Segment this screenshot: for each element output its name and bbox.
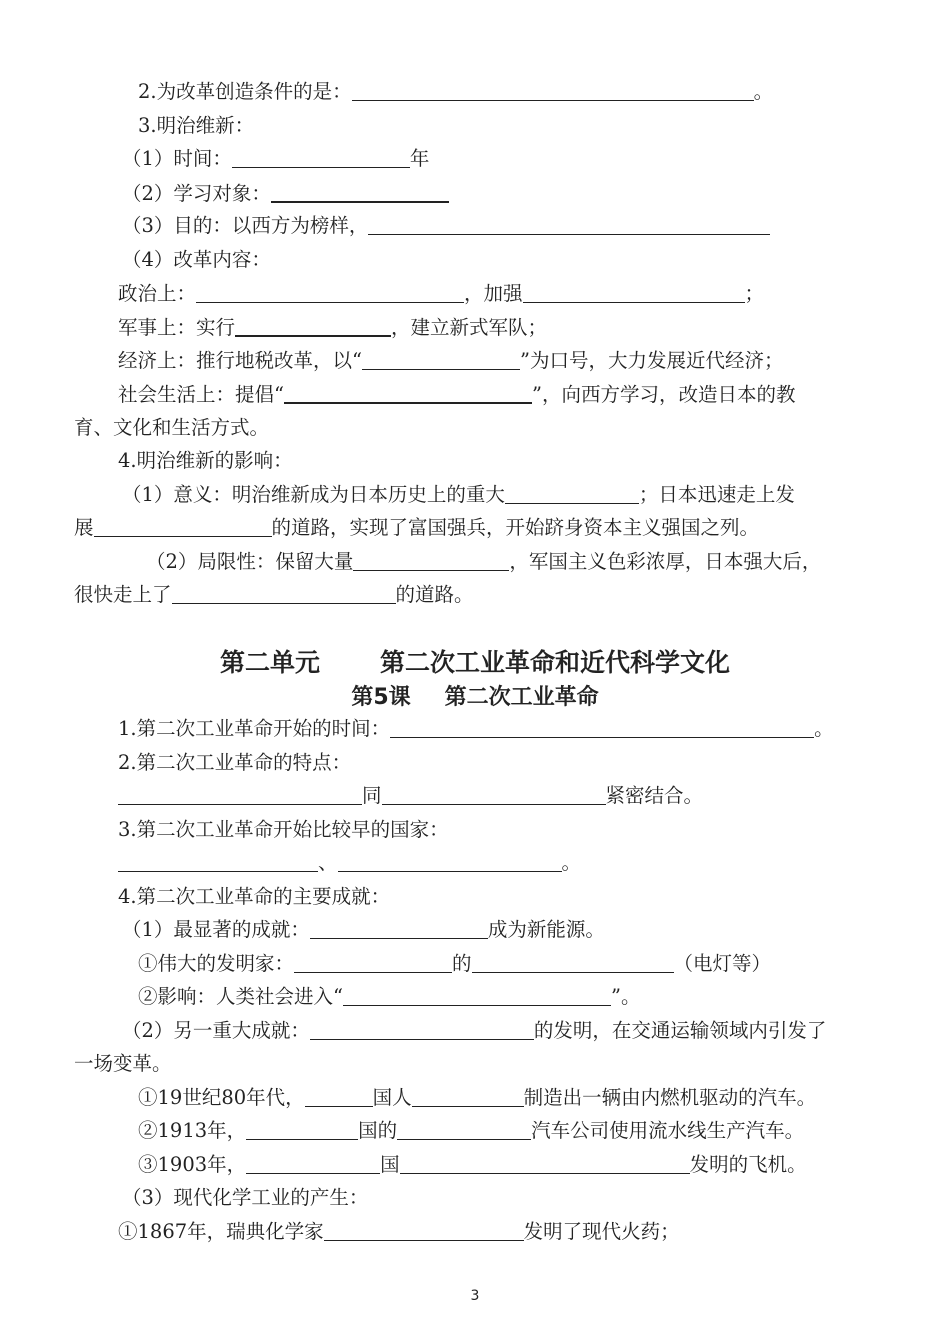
q-airplane: ③1903年， 国 发明的飞机。 [138,1153,807,1176]
q-early-countries: 3.第二次工业革命开始比较早的国家： [118,818,449,841]
unit-title: 第二单元 第二次工业革命和近代科学文化 [219,648,731,677]
q-significance-cont: 展 的道路，实现了富国强兵，开始跻身资本主义强国之列。 [74,516,760,539]
blank-field[interactable] [400,1153,690,1174]
blank-field[interactable] [232,147,410,168]
blank-field[interactable] [246,1153,380,1174]
blank-field[interactable] [284,382,532,404]
q-meiji-time: （1）时间： 年 [122,147,430,170]
blank-field[interactable] [368,214,770,235]
q-explosive: ①1867年，瑞典化学家 发明了现代火药； [118,1220,680,1243]
blank-field[interactable] [294,952,452,973]
blank-field[interactable] [353,550,509,571]
q-inventor: ①伟大的发明家： 的 （电灯等） [138,952,772,975]
blank-field[interactable] [352,80,754,101]
q-limitation: （2）局限性：保留大量 ，军国主义色彩浓厚，日本强大后， [146,550,822,573]
blank-field[interactable] [397,1119,531,1140]
blank-field[interactable] [523,282,745,303]
q-social: 社会生活上：提倡“ ”，向西方学习，改造日本的教 [118,383,796,406]
blank-field[interactable] [94,516,272,537]
blank-field[interactable] [310,1019,534,1040]
q-significance: （1）意义：明治维新成为日本历史上的重大 ；日本迅速走上发 [122,483,795,506]
q-first-car: ①19世纪80年代， 国人 制造出一辆由内燃机驱动的汽车。 [138,1086,817,1109]
page-number: 3 [470,1288,480,1304]
blank-field[interactable] [118,784,362,805]
blank-field[interactable] [196,282,464,303]
q-meiji-title: 3.明治维新： [138,114,255,137]
blank-field[interactable] [271,181,449,203]
blank-field[interactable] [390,717,814,738]
blank-field[interactable] [472,952,674,973]
q-features-answer: 同 紧密结合。 [118,784,703,808]
blank-field[interactable] [412,1086,524,1107]
blank-field[interactable] [505,483,639,504]
q-meiji-target: （2）学习对象： [122,181,449,206]
q-economy: 经济上：推行地税改革，以“ ”为口号，大力发展近代经济； [118,349,784,372]
q-limitation-cont: 很快走上了 的道路。 [74,583,474,606]
q-assembly-line: ②1913年， 国的 汽车公司使用流水线生产汽车。 [138,1119,805,1142]
q-military: 军事上：实行 ，建立新式军队； [118,316,548,339]
q-start-time: 1.第二次工业革命开始的时间： 。 [118,717,834,740]
blank-field[interactable] [305,1086,373,1107]
q-meiji-purpose: （3）目的：以西方为榜样， [122,214,770,238]
blank-field[interactable] [246,1119,358,1140]
q-early-countries-answer: 、 。 [118,851,581,875]
q-most-notable: （1）最显著的成就： 成为新能源。 [122,918,605,941]
blank-field[interactable] [382,784,606,805]
q-influence: ②影响：人类社会进入“ ”。 [138,985,641,1008]
q-achievements: 4.第二次工业革命的主要成就： [118,885,391,908]
q-another-achievement-cont: 一场变革。 [74,1052,172,1075]
q-features: 2.第二次工业革命的特点： [118,751,352,774]
lesson-title: 第5课 第二次工业革命 [351,685,599,710]
q-chemical-industry: （3）现代化学工业的产生： [122,1186,369,1209]
blank-field[interactable] [118,851,318,872]
blank-field[interactable] [310,918,488,939]
blank-field[interactable] [324,1220,524,1241]
q-politics: 政治上： ，加强 ； [118,282,765,305]
q-reform-conditions: 2.为改革创造条件的是： 。 [138,80,774,103]
blank-field[interactable] [362,349,520,370]
blank-field[interactable] [235,315,391,337]
blank-field[interactable] [338,851,562,872]
q-social-cont: 育、文化和生活方式。 [74,416,270,439]
blank-field[interactable] [172,583,396,604]
q-meiji-impact: 4.明治维新的影响： [118,449,293,472]
q-meiji-content: （4）改革内容： [122,248,271,271]
blank-field[interactable] [343,985,611,1006]
q-another-achievement: （2）另一重大成就： 的发明，在交通运输领域内引发了 [122,1019,827,1042]
